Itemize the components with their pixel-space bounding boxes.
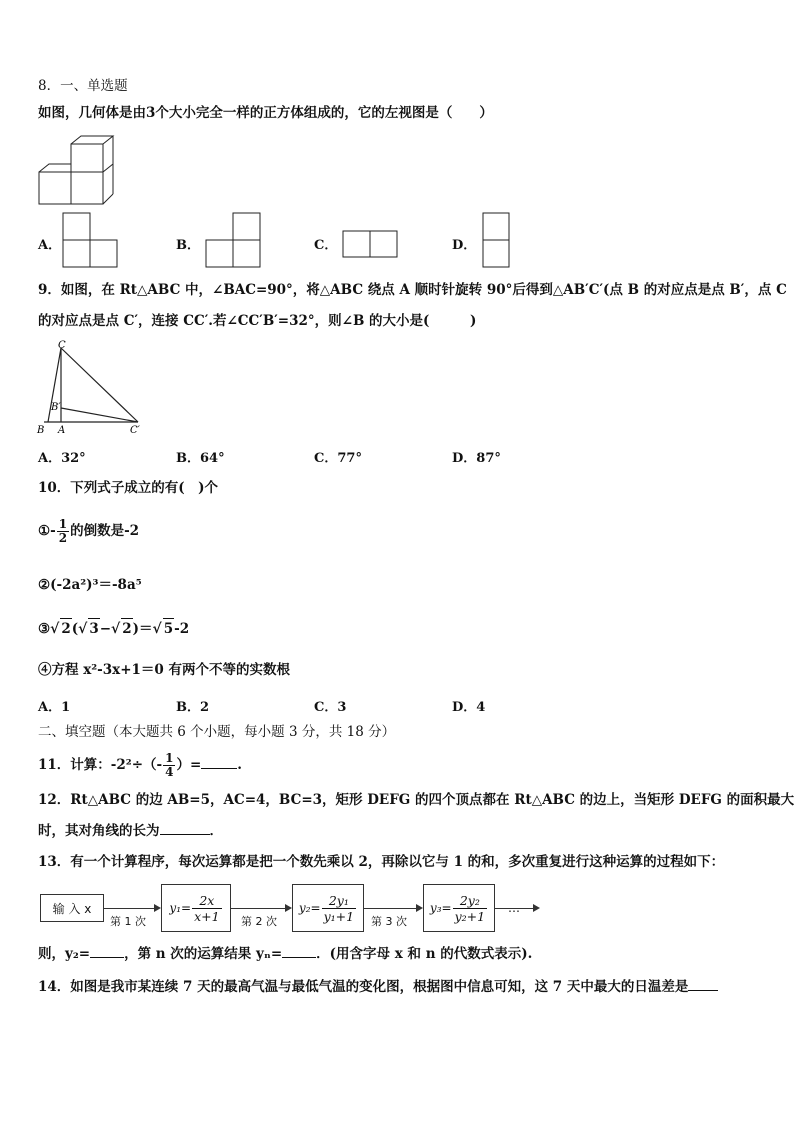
q9-label-b: B [37, 425, 45, 436]
q11-end: . [237, 757, 242, 773]
q13-box2-num: 2y₁ [322, 893, 357, 909]
q13-answer-y2-text: 则，y₂= [38, 946, 91, 962]
q13-flowchart [38, 880, 542, 938]
q10-s3-minus: − [99, 621, 112, 637]
q13-stem: 13．有一个计算程序，每次运算都是把一个数先乘以 2，再除以它与 1 的和，多次重复进行这种运算的过程如下： [38, 854, 725, 870]
q8-option-a-figure [62, 212, 118, 268]
q9-label-a: A [58, 425, 66, 436]
q10-stem: 10．下列式子成立的有( )个 [38, 480, 219, 496]
q13-box1 [161, 884, 231, 932]
q10-s3-equals: )＝ [132, 621, 153, 637]
q9-label-b-prime: B′ [51, 402, 61, 413]
q13-ellipsis: … [508, 901, 520, 915]
q10-s3-root2: 3 [88, 618, 99, 639]
q13-step3-label: 第 3 次 [371, 915, 407, 928]
q13-box1-num: 2x [192, 893, 221, 909]
q8-option-a-label[interactable]: A． [38, 238, 62, 253]
q13-box2-lhs: y₂= [298, 901, 321, 915]
q11-answer-blank[interactable] [201, 768, 237, 769]
q10-statement-3: ③√ 2(√ 3−√ 2)＝√ 5-2 [38, 618, 189, 639]
q10-s3-tail: -2 [174, 621, 190, 637]
q13-answer-line [38, 944, 532, 964]
q12-stem-line2 [38, 821, 223, 841]
q9-option-c[interactable]: C．77° [314, 451, 362, 466]
q13-box2-den: y₁+1 [323, 908, 355, 924]
q13-box2 [292, 884, 364, 932]
q9-triangle-figure [36, 340, 146, 436]
q11-num: 1 [165, 751, 174, 765]
q10-s3-root1: 2 [60, 618, 71, 639]
q13-answer-yn-text: ，第 n 次的运算结果 yₙ= [124, 946, 283, 962]
q13-box3-den: y₂+1 [454, 908, 486, 924]
q9-option-a[interactable]: A．32° [38, 451, 86, 466]
q8-option-d-label[interactable]: D． [452, 238, 477, 253]
q10-s3-prefix: ③ [38, 621, 51, 637]
q8-solid-figure [38, 136, 118, 206]
q13-input-box: 输 入 x [40, 894, 104, 922]
q13-step2-label: 第 2 次 [241, 915, 277, 928]
q9-label-c: C [58, 340, 66, 351]
q10-option-c[interactable]: C．3 [314, 700, 347, 715]
section-header-single-choice: 8．一、单选题 [38, 78, 128, 94]
q10-s3-root3: 2 [121, 618, 132, 639]
q10-s1-num: 1 [58, 517, 68, 531]
q8-option-b-label[interactable]: B． [176, 238, 200, 253]
q12-answer-blank[interactable] [160, 834, 210, 835]
q10-option-d[interactable]: D．4 [452, 700, 486, 715]
q10-option-b[interactable]: B．2 [176, 700, 210, 715]
q11-suffix: ）= [176, 757, 202, 773]
q12-line2-end: ． [209, 823, 223, 839]
q12-line2-text: 时，其对角线的长为 [38, 823, 160, 839]
q13-box3-lhs: y₃= [429, 901, 452, 915]
q13-box1-den: x+1 [194, 908, 220, 924]
q13-yn-blank[interactable] [282, 957, 316, 958]
q13-box3-num: 2y₂ [453, 893, 488, 909]
q8-option-d-figure [482, 212, 510, 268]
q11-prefix: 11．计算：-2²÷（- [38, 757, 163, 773]
q13-box1-lhs: y₁= [169, 901, 192, 915]
q14-stem [38, 977, 718, 997]
q13-answer-note: ．(用含字母 x 和 n 的代数式表示). [316, 946, 533, 962]
q10-s3-root4: 5 [163, 618, 174, 639]
q9-label-c-prime: C′ [130, 425, 140, 436]
q10-statement-2: ②(-2a²)³＝-8a⁵ [38, 577, 142, 593]
q8-option-c-label[interactable]: C． [314, 238, 338, 253]
q8-option-b-figure [205, 212, 261, 268]
q10-s3-paren: ( [71, 621, 79, 637]
q10-s1-den: 2 [58, 531, 68, 545]
q14-text: 14．如图是我市某连续 7 天的最高气温与最低气温的变化图，根据图中信息可知，这 7 天中最大的日温差是 [38, 979, 689, 995]
q13-box3 [423, 884, 495, 932]
q10-s1-suffix: 的倒数是-2 [70, 523, 140, 539]
q11-den: 4 [165, 765, 174, 779]
q9-stem-line2: 的对应点是点 C′，连接 CC′.若∠CC′B′=32°，则∠B 的大小是( ) [38, 313, 477, 329]
q10-s1-prefix: ①- [38, 523, 56, 539]
q13-y2-blank[interactable] [90, 957, 124, 958]
q11-stem [38, 752, 242, 779]
q9-option-b[interactable]: B．64° [176, 451, 225, 466]
q8-option-c-figure [342, 230, 398, 258]
q12-stem-line1: 12．Rt△ABC 的边 AB=5，AC=4，BC=3，矩形 DEFG 的四个顶点都在 Rt△ABC 的边上，当矩形 DEFG 的面积最大 [38, 792, 794, 808]
q10-statement-4: ④方程 x²-3x+1＝0 有两个不等的实数根 [38, 662, 291, 678]
q9-stem-line1: 9．如图，在 Rt△ABC 中，∠BAC=90°，将△ABC 绕点 A 顺时针旋转 90°后得到△AB′C′(点 B 的对应点是点 B′，点 C [38, 282, 787, 298]
section-header-fill-in: 二、填空题（本大题共 6 个小题，每小题 3 分，共 18 分） [38, 724, 396, 740]
q8-stem: 如图，几何体是由3个大小完全一样的正方体组成的，它的左视图是（ ） [38, 105, 493, 121]
q9-option-d[interactable]: D．87° [452, 451, 501, 466]
q13-step1-label: 第 1 次 [110, 915, 146, 928]
q10-statement-1 [38, 518, 139, 545]
q14-answer-blank[interactable] [688, 990, 718, 991]
q10-option-a[interactable]: A．1 [38, 700, 71, 715]
